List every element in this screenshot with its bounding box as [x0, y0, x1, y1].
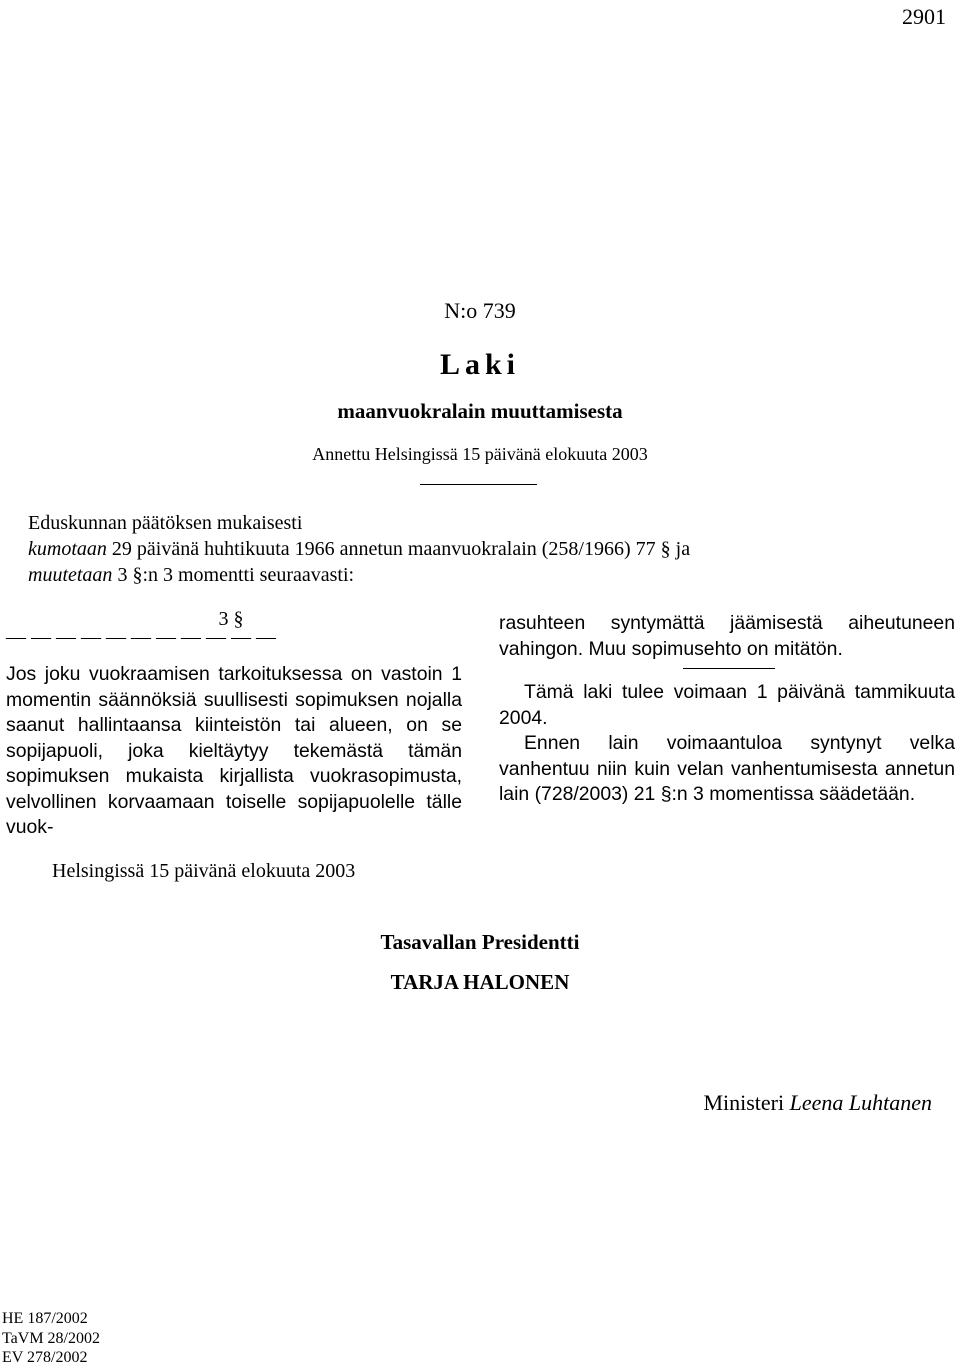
legislative-references: [2, 1309, 100, 1368]
dashes-text: — — — — — — — — — — —: [6, 626, 276, 648]
law-heading: Laki: [439, 348, 521, 381]
minister-name: Leena Luhtanen: [789, 1090, 932, 1115]
minister-label: Ministeri: [703, 1090, 785, 1115]
amend-verb: muutetaan: [28, 564, 113, 586]
enacting-clause: [28, 510, 928, 588]
right-column: [499, 611, 955, 808]
section-text-left-column: Jos joku vuokraamisen tarkoituksessa on vastoin 1 momentin säännöksiä suullisesti sopimuksen nojalla saanut hallintaansa kiinteistön tai alueen, on se sopijapuoli, joka kieltäytyy tekemästä tämän sopimuksen mukaista kirjallista vuokrasopimusta, velvollinen korvaamaan toiselle sopijapuolelle tälle vuok-: [6, 663, 462, 838]
repeal-text: 29 päivänä huhtikuuta 1966 annetun maanvuokralain (258/1966) 77 § ja: [106, 538, 691, 560]
title-divider: [420, 484, 537, 485]
law-title: maanvuokralain muuttamisesta: [337, 399, 623, 423]
provision-divider-wrap: [499, 662, 955, 680]
section-text-continuation: rasuhteen syntymättä jäämisestä aiheutuneen vahingon. Muu sopimusehto on mitätön.: [499, 612, 955, 660]
minister-signature: [703, 1090, 932, 1116]
provision-divider: [683, 668, 775, 669]
reference-item: TaVM 28/2002: [2, 1329, 100, 1347]
reference-item: EV 278/2002: [2, 1349, 88, 1366]
section-number: 3 §: [218, 608, 244, 630]
entry-into-force: Tämä laki tulee voimaan 1 päivänä tammikuuta 2004.: [499, 681, 955, 729]
reference-item: HE 187/2002: [2, 1310, 88, 1327]
place-and-date: Helsingissä 15 päivänä elokuuta 2003: [52, 860, 356, 882]
page-number: 2901: [902, 4, 946, 29]
amend-line: [28, 562, 928, 588]
transitional-provision: Ennen lain voimaantuloa syntynyt velka vanhentuu niin kuin velan vanhentumisesta annetun lain (728/2003) 21 §:n 3 momentissa säädetään.: [499, 732, 955, 805]
repeal-verb: kumotaan: [28, 538, 107, 560]
amend-text: 3 §:n 3 momentti seuraavasti:: [112, 564, 355, 586]
enacting-line: Eduskunnan päätöksen mukaisesti: [28, 512, 303, 534]
president-title: Tasavallan Presidentti: [380, 930, 580, 954]
law-number: N:o 739: [444, 298, 516, 323]
omission-dashes: [6, 626, 462, 649]
repeal-line: [28, 536, 928, 562]
given-date: Annettu Helsingissä 15 päivänä elokuuta 2003: [312, 444, 648, 464]
president-name: TARJA HALONEN: [390, 970, 570, 994]
